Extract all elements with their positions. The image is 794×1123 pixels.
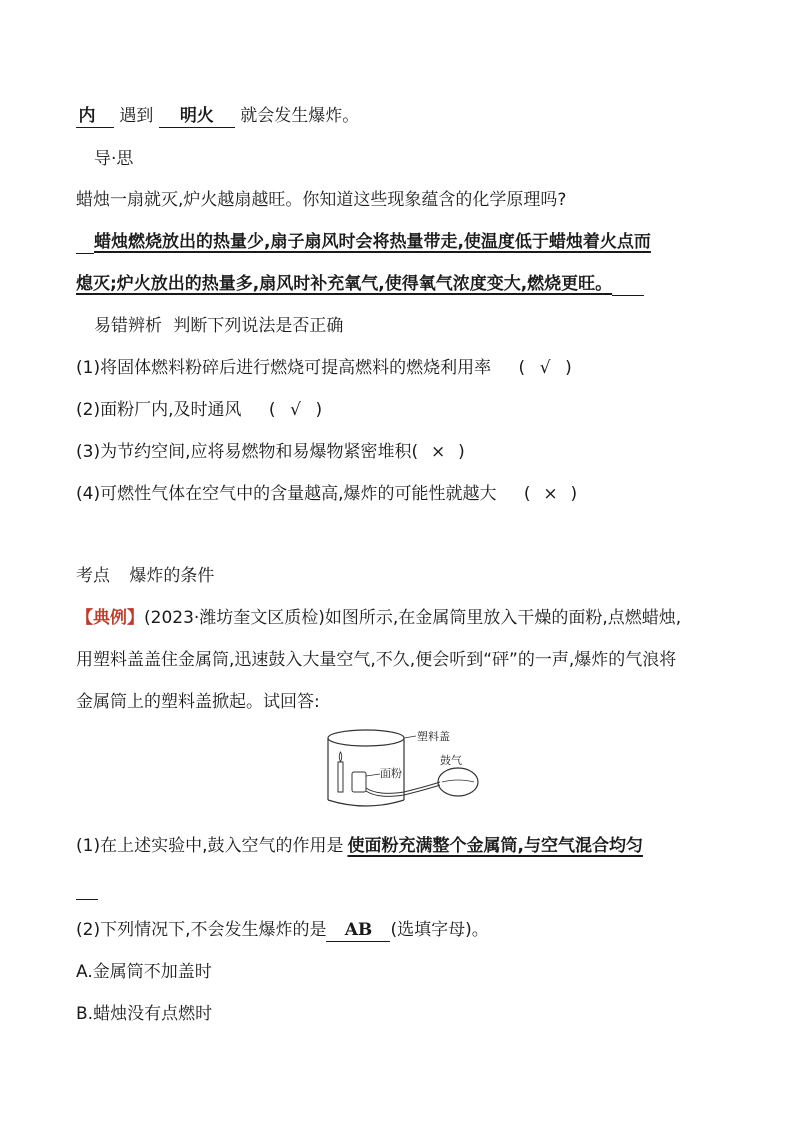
- q1-text: (1)在上述实验中,鼓入空气的作用是: [76, 836, 344, 856]
- judge-item-4: [76, 482, 577, 506]
- judge-text: (3)为节约空间,应将易燃物和易爆物紧密堆积: [76, 442, 412, 462]
- q1-tail-blank: [76, 879, 98, 900]
- yicuo-title: 易错辨析: [94, 316, 162, 336]
- check-mark: √: [539, 358, 551, 378]
- example-line-2: 用塑料盖盖住金属筒,迅速鼓入大量空气,不久,便会听到“砰”的一声,爆炸的气浪将: [76, 650, 677, 670]
- kaodian-title: 爆炸的条件: [129, 566, 215, 586]
- yicuo-instruction: 判断下列说法是否正确: [173, 316, 344, 336]
- daosi-heading: 导·思: [94, 149, 134, 169]
- blank-answer-2: 明火: [159, 105, 235, 128]
- judge-answer: ( × ): [411, 442, 465, 462]
- judge-answer: ( √ ): [268, 400, 323, 420]
- option-a: A.金属筒不加盖时: [76, 962, 212, 982]
- label-powder: 面粉: [380, 767, 402, 780]
- question-1: [76, 834, 643, 858]
- judge-answer: ( × ): [523, 484, 578, 504]
- cross-mark: ×: [543, 484, 558, 504]
- label-lid: 塑料盖: [417, 730, 450, 743]
- answer-text-2: 熄灭;炉火放出的热量多,扇风时补充氧气,使得氧气浓度变大,燃烧更旺。: [76, 274, 613, 294]
- judge-item-1: [76, 356, 572, 380]
- judge-text: (1)将固体燃料粉碎后进行燃烧可提高燃料的燃烧利用率: [76, 358, 492, 378]
- air-bulb: [438, 768, 478, 796]
- answer-text-1: 蜡烛燃烧放出的热量少,扇子扇风时会将热量带走,使温度低于蜡烛着火点而: [94, 232, 651, 252]
- judge-item-2: [76, 398, 322, 422]
- answer-line-1: [76, 230, 651, 254]
- powder-container: [352, 772, 366, 792]
- judge-item-3: [76, 440, 465, 464]
- judge-text: (2)面粉厂内,及时通风: [76, 400, 242, 420]
- label-air: 鼓气: [440, 754, 462, 767]
- example-line-1: [76, 606, 681, 630]
- question-text: 蜡烛一扇就灭,炉火越扇越旺。你知道这些现象蕴含的化学原理吗?: [76, 190, 567, 210]
- line1-text-1: 遇到: [119, 106, 154, 126]
- judge-answer: ( √ ): [518, 358, 572, 378]
- line1-text-2: 就会发生爆炸。: [240, 106, 360, 126]
- yicuo-heading: [94, 314, 343, 338]
- answer-tail-blank: [612, 273, 644, 296]
- candle-shape: [338, 762, 343, 792]
- answer-line-2: [76, 272, 644, 296]
- kaodian-heading: [76, 564, 214, 588]
- q1-answer: 使面粉充满整个金属筒,与空气混合均匀: [347, 836, 643, 856]
- cross-mark: ×: [431, 442, 446, 462]
- blank-tail: [98, 105, 114, 128]
- kaodian-label: 考点: [76, 566, 110, 586]
- lid-shape: [328, 730, 404, 746]
- example-line-3: 金属筒上的塑料盖掀起。试回答:: [76, 692, 320, 712]
- experiment-figure: [318, 726, 498, 812]
- q2-answer: AB: [326, 919, 390, 942]
- example-text-1: (2023·潍坊奎文区质检)如图所示,在金属筒里放入干燥的面粉,点燃蜡烛,: [144, 608, 682, 628]
- blank-answer-1: 内: [76, 105, 98, 128]
- judge-text: (4)可燃性气体在空气中的含量越高,爆炸的可能性就越大: [76, 484, 497, 504]
- q2-text-after: (选填字母)。: [390, 920, 489, 940]
- option-b: B.蜡烛没有点燃时: [76, 1004, 213, 1024]
- example-tag: 【典例】: [76, 608, 144, 628]
- q1-continuation: [76, 876, 98, 900]
- fill-line-1: [76, 104, 359, 128]
- answer-indent-blank: [76, 231, 94, 254]
- check-mark: √: [290, 400, 301, 420]
- q2-text-before: (2)下列情况下,不会发生爆炸的是: [76, 920, 327, 940]
- question-2: [76, 918, 489, 942]
